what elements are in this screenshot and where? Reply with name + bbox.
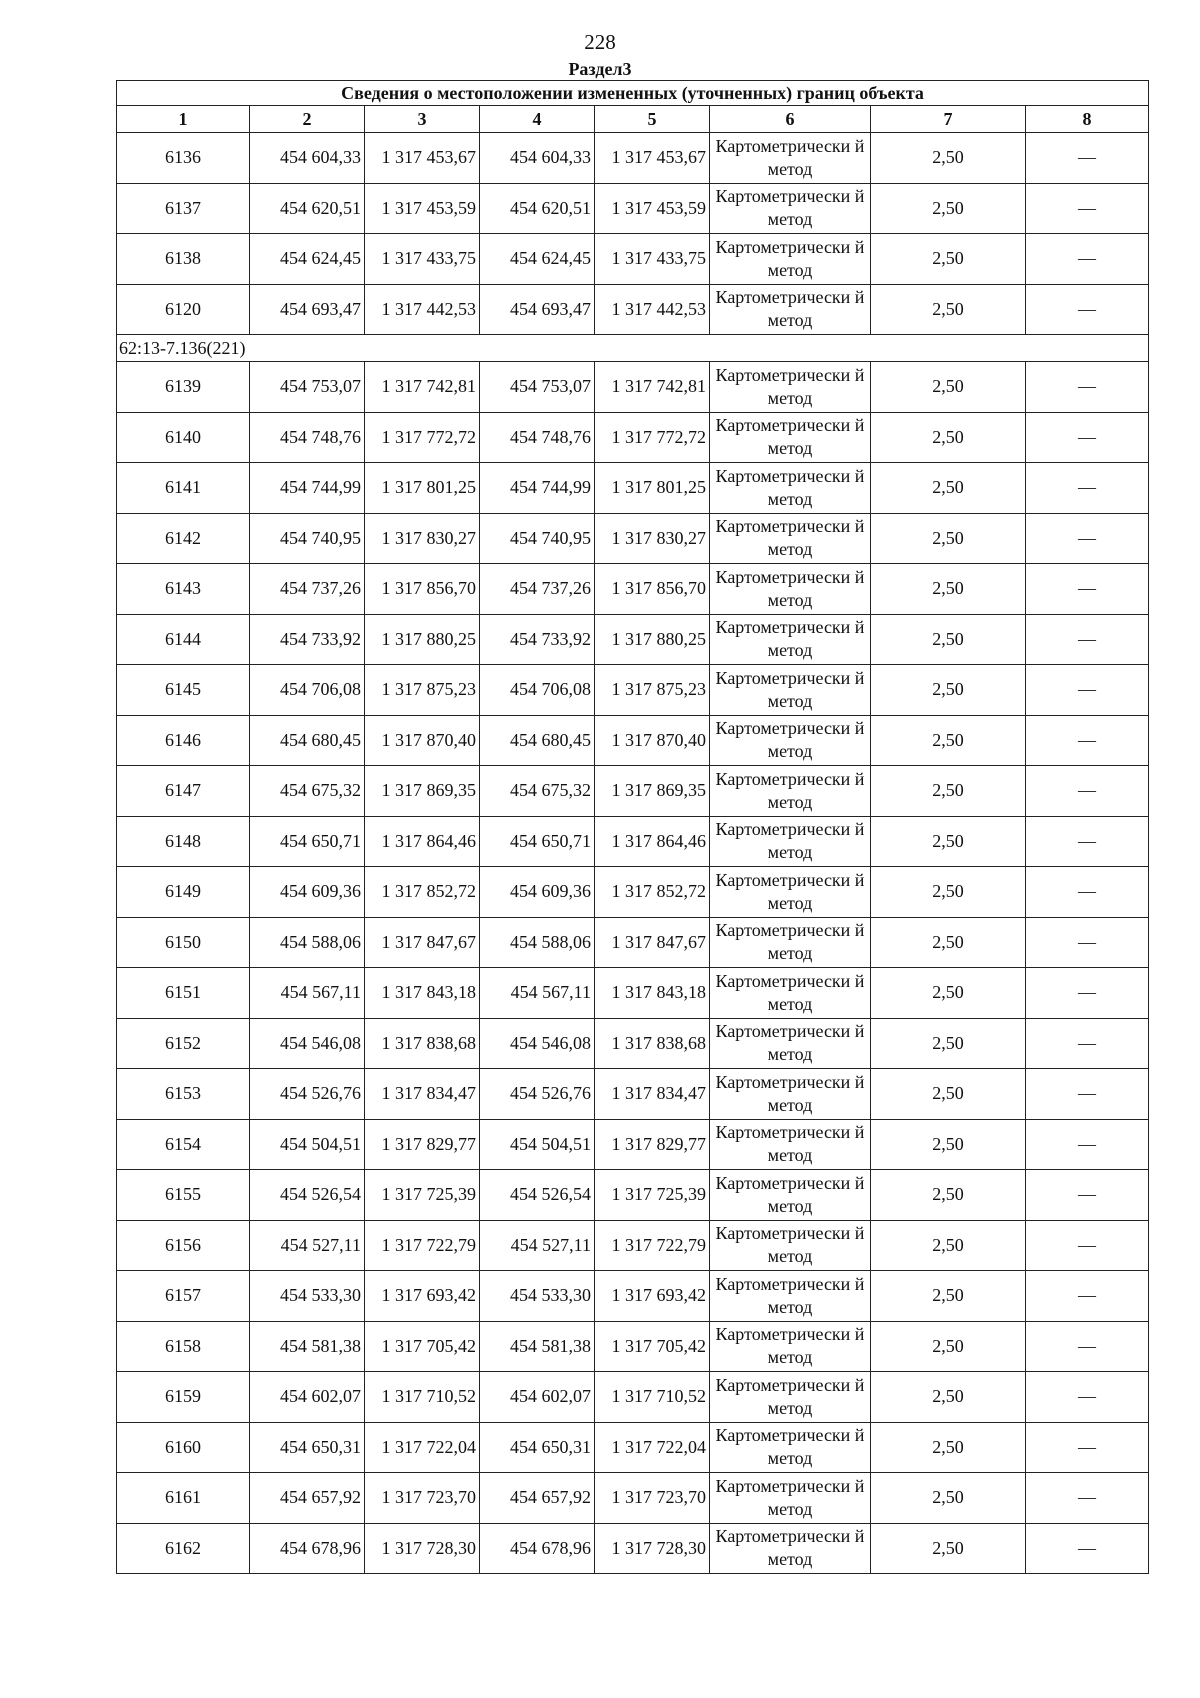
column-number-8: 8 — [1026, 106, 1149, 133]
note-cell: — — [1026, 715, 1149, 766]
y-new-cell: 1 317 742,81 — [595, 362, 710, 413]
x-new-cell: 454 533,30 — [480, 1271, 595, 1322]
table-row — [117, 1069, 1149, 1120]
column-number-4: 4 — [480, 106, 595, 133]
note-cell: — — [1026, 362, 1149, 413]
note-cell: — — [1026, 412, 1149, 463]
y-old-cell: 1 317 728,30 — [365, 1523, 480, 1574]
accuracy-cell: 2,50 — [871, 917, 1026, 968]
y-old-cell: 1 317 705,42 — [365, 1321, 480, 1372]
y-old-cell: 1 317 869,35 — [365, 766, 480, 817]
table-row — [117, 1119, 1149, 1170]
table-row — [117, 133, 1149, 184]
accuracy-cell: 2,50 — [871, 284, 1026, 335]
table-row — [117, 665, 1149, 716]
y-new-cell: 1 317 801,25 — [595, 463, 710, 514]
method-cell: Картометрически й метод — [710, 1271, 871, 1322]
method-cell: Картометрически й метод — [710, 362, 871, 413]
x-new-cell: 454 604,33 — [480, 133, 595, 184]
column-number-6: 6 — [710, 106, 871, 133]
table-row — [117, 715, 1149, 766]
y-new-cell: 1 317 852,72 — [595, 867, 710, 918]
method-cell: Картометрически й метод — [710, 1069, 871, 1120]
y-old-cell: 1 317 847,67 — [365, 917, 480, 968]
point-number-cell: 6143 — [117, 564, 250, 615]
point-number-cell: 6158 — [117, 1321, 250, 1372]
table-row — [117, 1523, 1149, 1574]
point-number-cell: 6162 — [117, 1523, 250, 1574]
x-old-cell: 454 657,92 — [250, 1473, 365, 1524]
y-old-cell: 1 317 442,53 — [365, 284, 480, 335]
x-old-cell: 454 737,26 — [250, 564, 365, 615]
point-number-cell: 6148 — [117, 816, 250, 867]
column-number-7: 7 — [871, 106, 1026, 133]
method-cell: Картометрически й метод — [710, 412, 871, 463]
method-cell: Картометрически й метод — [710, 917, 871, 968]
y-new-cell: 1 317 710,52 — [595, 1372, 710, 1423]
x-new-cell: 454 693,47 — [480, 284, 595, 335]
accuracy-cell: 2,50 — [871, 564, 1026, 615]
table-row — [117, 1018, 1149, 1069]
note-cell: — — [1026, 1473, 1149, 1524]
table-row — [117, 1422, 1149, 1473]
accuracy-cell: 2,50 — [871, 1170, 1026, 1221]
point-number-cell: 6161 — [117, 1473, 250, 1524]
table-row — [117, 564, 1149, 615]
y-old-cell: 1 317 843,18 — [365, 968, 480, 1019]
point-number-cell: 6141 — [117, 463, 250, 514]
note-cell: — — [1026, 1422, 1149, 1473]
x-new-cell: 454 678,96 — [480, 1523, 595, 1574]
accuracy-cell: 2,50 — [871, 1018, 1026, 1069]
x-old-cell: 454 624,45 — [250, 234, 365, 285]
table-row — [117, 1372, 1149, 1423]
table-row — [117, 614, 1149, 665]
note-cell: — — [1026, 1523, 1149, 1574]
point-number-cell: 6156 — [117, 1220, 250, 1271]
x-old-cell: 454 526,54 — [250, 1170, 365, 1221]
table-row — [117, 513, 1149, 564]
accuracy-cell: 2,50 — [871, 1473, 1026, 1524]
note-cell: — — [1026, 968, 1149, 1019]
x-new-cell: 454 602,07 — [480, 1372, 595, 1423]
point-number-cell: 6120 — [117, 284, 250, 335]
method-cell: Картометрически й метод — [710, 1220, 871, 1271]
method-cell: Картометрически й метод — [710, 1473, 871, 1524]
y-old-cell: 1 317 693,42 — [365, 1271, 480, 1322]
y-new-cell: 1 317 869,35 — [595, 766, 710, 817]
table-row — [117, 1170, 1149, 1221]
x-old-cell: 454 748,76 — [250, 412, 365, 463]
y-new-cell: 1 317 864,46 — [595, 816, 710, 867]
y-old-cell: 1 317 722,79 — [365, 1220, 480, 1271]
y-old-cell: 1 317 433,75 — [365, 234, 480, 285]
y-new-cell: 1 317 705,42 — [595, 1321, 710, 1372]
y-old-cell: 1 317 801,25 — [365, 463, 480, 514]
x-new-cell: 454 706,08 — [480, 665, 595, 716]
y-new-cell: 1 317 830,27 — [595, 513, 710, 564]
y-new-cell: 1 317 843,18 — [595, 968, 710, 1019]
note-cell: — — [1026, 284, 1149, 335]
x-old-cell: 454 527,11 — [250, 1220, 365, 1271]
note-cell: — — [1026, 183, 1149, 234]
accuracy-cell: 2,50 — [871, 513, 1026, 564]
y-old-cell: 1 317 453,67 — [365, 133, 480, 184]
y-old-cell: 1 317 852,72 — [365, 867, 480, 918]
note-cell: — — [1026, 867, 1149, 918]
method-cell: Картометрически й метод — [710, 715, 871, 766]
y-new-cell: 1 317 693,42 — [595, 1271, 710, 1322]
column-number-2: 2 — [250, 106, 365, 133]
note-cell: — — [1026, 1220, 1149, 1271]
x-new-cell: 454 753,07 — [480, 362, 595, 413]
x-new-cell: 454 546,08 — [480, 1018, 595, 1069]
x-new-cell: 454 737,26 — [480, 564, 595, 615]
accuracy-cell: 2,50 — [871, 715, 1026, 766]
y-new-cell: 1 317 829,77 — [595, 1119, 710, 1170]
column-number-1: 1 — [117, 106, 250, 133]
accuracy-cell: 2,50 — [871, 1271, 1026, 1322]
accuracy-cell: 2,50 — [871, 1220, 1026, 1271]
x-old-cell: 454 733,92 — [250, 614, 365, 665]
y-new-cell: 1 317 838,68 — [595, 1018, 710, 1069]
y-new-cell: 1 317 834,47 — [595, 1069, 710, 1120]
note-cell: — — [1026, 1271, 1149, 1322]
x-new-cell: 454 657,92 — [480, 1473, 595, 1524]
method-cell: Картометрически й метод — [710, 1523, 871, 1574]
point-number-cell: 6146 — [117, 715, 250, 766]
point-number-cell: 6154 — [117, 1119, 250, 1170]
note-cell: — — [1026, 1119, 1149, 1170]
point-number-cell: 6149 — [117, 867, 250, 918]
accuracy-cell: 2,50 — [871, 614, 1026, 665]
method-cell: Картометрически й метод — [710, 1422, 871, 1473]
x-old-cell: 454 753,07 — [250, 362, 365, 413]
accuracy-cell: 2,50 — [871, 234, 1026, 285]
x-new-cell: 454 744,99 — [480, 463, 595, 514]
accuracy-cell: 2,50 — [871, 867, 1026, 918]
y-new-cell: 1 317 772,72 — [595, 412, 710, 463]
method-cell: Картометрически й метод — [710, 816, 871, 867]
y-old-cell: 1 317 723,70 — [365, 1473, 480, 1524]
table-row — [117, 867, 1149, 918]
y-old-cell: 1 317 830,27 — [365, 513, 480, 564]
x-old-cell: 454 567,11 — [250, 968, 365, 1019]
y-old-cell: 1 317 834,47 — [365, 1069, 480, 1120]
x-old-cell: 454 504,51 — [250, 1119, 365, 1170]
method-cell: Картометрически й метод — [710, 1372, 871, 1423]
accuracy-cell: 2,50 — [871, 133, 1026, 184]
note-cell: — — [1026, 665, 1149, 716]
x-new-cell: 454 581,38 — [480, 1321, 595, 1372]
table-row — [117, 1321, 1149, 1372]
method-cell: Картометрически й метод — [710, 867, 871, 918]
y-new-cell: 1 317 856,70 — [595, 564, 710, 615]
accuracy-cell: 2,50 — [871, 1069, 1026, 1120]
accuracy-cell: 2,50 — [871, 816, 1026, 867]
accuracy-cell: 2,50 — [871, 1523, 1026, 1574]
point-number-cell: 6151 — [117, 968, 250, 1019]
method-cell: Картометрически й метод — [710, 133, 871, 184]
accuracy-cell: 2,50 — [871, 1321, 1026, 1372]
point-number-cell: 6147 — [117, 766, 250, 817]
point-number-cell: 6140 — [117, 412, 250, 463]
note-cell: — — [1026, 766, 1149, 817]
x-old-cell: 454 533,30 — [250, 1271, 365, 1322]
table-row — [117, 234, 1149, 285]
table-row — [117, 412, 1149, 463]
x-new-cell: 454 740,95 — [480, 513, 595, 564]
x-old-cell: 454 650,31 — [250, 1422, 365, 1473]
method-cell: Картометрически й метод — [710, 234, 871, 285]
y-old-cell: 1 317 838,68 — [365, 1018, 480, 1069]
y-new-cell: 1 317 728,30 — [595, 1523, 710, 1574]
method-cell: Картометрически й метод — [710, 766, 871, 817]
table-row — [117, 816, 1149, 867]
x-new-cell: 454 526,54 — [480, 1170, 595, 1221]
table-row — [117, 917, 1149, 968]
point-number-cell: 6137 — [117, 183, 250, 234]
x-new-cell: 454 680,45 — [480, 715, 595, 766]
x-new-cell: 454 567,11 — [480, 968, 595, 1019]
y-new-cell: 1 317 725,39 — [595, 1170, 710, 1221]
column-number-row — [117, 106, 1149, 133]
note-cell: — — [1026, 133, 1149, 184]
accuracy-cell: 2,50 — [871, 463, 1026, 514]
method-cell: Картометрически й метод — [710, 665, 871, 716]
x-new-cell: 454 733,92 — [480, 614, 595, 665]
x-old-cell: 454 675,32 — [250, 766, 365, 817]
y-new-cell: 1 317 453,67 — [595, 133, 710, 184]
y-old-cell: 1 317 722,04 — [365, 1422, 480, 1473]
point-number-cell: 6145 — [117, 665, 250, 716]
y-new-cell: 1 317 847,67 — [595, 917, 710, 968]
group-row — [117, 335, 1149, 362]
y-old-cell: 1 317 870,40 — [365, 715, 480, 766]
x-old-cell: 454 620,51 — [250, 183, 365, 234]
point-number-cell: 6157 — [117, 1271, 250, 1322]
x-new-cell: 454 527,11 — [480, 1220, 595, 1271]
note-cell: — — [1026, 1321, 1149, 1372]
method-cell: Картометрически й метод — [710, 614, 871, 665]
table-row — [117, 968, 1149, 1019]
accuracy-cell: 2,50 — [871, 968, 1026, 1019]
x-new-cell: 454 675,32 — [480, 766, 595, 817]
x-old-cell: 454 680,45 — [250, 715, 365, 766]
table-row — [117, 1220, 1149, 1271]
y-old-cell: 1 317 772,72 — [365, 412, 480, 463]
y-new-cell: 1 317 723,70 — [595, 1473, 710, 1524]
y-new-cell: 1 317 880,25 — [595, 614, 710, 665]
y-old-cell: 1 317 864,46 — [365, 816, 480, 867]
x-old-cell: 454 706,08 — [250, 665, 365, 716]
x-new-cell: 454 526,76 — [480, 1069, 595, 1120]
table-caption: Сведения о местоположении измененных (уточненных) границ объекта — [117, 81, 1149, 106]
x-new-cell: 454 609,36 — [480, 867, 595, 918]
x-old-cell: 454 693,47 — [250, 284, 365, 335]
accuracy-cell: 2,50 — [871, 1422, 1026, 1473]
x-old-cell: 454 581,38 — [250, 1321, 365, 1372]
x-new-cell: 454 620,51 — [480, 183, 595, 234]
note-cell: — — [1026, 1170, 1149, 1221]
y-old-cell: 1 317 453,59 — [365, 183, 480, 234]
point-number-cell: 6136 — [117, 133, 250, 184]
y-new-cell: 1 317 875,23 — [595, 665, 710, 716]
x-new-cell: 454 748,76 — [480, 412, 595, 463]
y-new-cell: 1 317 722,79 — [595, 1220, 710, 1271]
x-old-cell: 454 744,99 — [250, 463, 365, 514]
point-number-cell: 6139 — [117, 362, 250, 413]
x-old-cell: 454 740,95 — [250, 513, 365, 564]
method-cell: Картометрически й метод — [710, 968, 871, 1019]
point-number-cell: 6155 — [117, 1170, 250, 1221]
note-cell: — — [1026, 816, 1149, 867]
x-old-cell: 454 650,71 — [250, 816, 365, 867]
x-old-cell: 454 609,36 — [250, 867, 365, 918]
point-number-cell: 6159 — [117, 1372, 250, 1423]
method-cell: Картометрически й метод — [710, 1170, 871, 1221]
y-old-cell: 1 317 725,39 — [365, 1170, 480, 1221]
table-body — [117, 133, 1149, 1574]
x-new-cell: 454 650,31 — [480, 1422, 595, 1473]
table-row — [117, 362, 1149, 413]
note-cell: — — [1026, 614, 1149, 665]
point-number-cell: 6153 — [117, 1069, 250, 1120]
accuracy-cell: 2,50 — [871, 412, 1026, 463]
note-cell: — — [1026, 1372, 1149, 1423]
group-label: 62:13-7.136(221) — [117, 335, 1149, 362]
table-row — [117, 183, 1149, 234]
accuracy-cell: 2,50 — [871, 1119, 1026, 1170]
table-row — [117, 1473, 1149, 1524]
y-old-cell: 1 317 829,77 — [365, 1119, 480, 1170]
method-cell: Картометрически й метод — [710, 1018, 871, 1069]
method-cell: Картометрически й метод — [710, 1119, 871, 1170]
point-number-cell: 6152 — [117, 1018, 250, 1069]
note-cell: — — [1026, 234, 1149, 285]
accuracy-cell: 2,50 — [871, 1372, 1026, 1423]
boundary-table — [116, 80, 1149, 1574]
note-cell: — — [1026, 1069, 1149, 1120]
note-cell: — — [1026, 564, 1149, 615]
x-new-cell: 454 650,71 — [480, 816, 595, 867]
y-new-cell: 1 317 453,59 — [595, 183, 710, 234]
method-cell: Картометрически й метод — [710, 284, 871, 335]
note-cell: — — [1026, 463, 1149, 514]
x-old-cell: 454 604,33 — [250, 133, 365, 184]
point-number-cell: 6144 — [117, 614, 250, 665]
x-old-cell: 454 546,08 — [250, 1018, 365, 1069]
y-new-cell: 1 317 722,04 — [595, 1422, 710, 1473]
point-number-cell: 6160 — [117, 1422, 250, 1473]
page-number: 228 — [584, 30, 616, 54]
point-number-cell: 6150 — [117, 917, 250, 968]
y-old-cell: 1 317 875,23 — [365, 665, 480, 716]
y-new-cell: 1 317 442,53 — [595, 284, 710, 335]
method-cell: Картометрически й метод — [710, 564, 871, 615]
x-old-cell: 454 602,07 — [250, 1372, 365, 1423]
y-old-cell: 1 317 880,25 — [365, 614, 480, 665]
x-old-cell: 454 678,96 — [250, 1523, 365, 1574]
table-row — [117, 463, 1149, 514]
method-cell: Картометрически й метод — [710, 513, 871, 564]
section-title: Раздел3 — [568, 59, 632, 79]
table-row — [117, 766, 1149, 817]
note-cell: — — [1026, 917, 1149, 968]
y-old-cell: 1 317 710,52 — [365, 1372, 480, 1423]
accuracy-cell: 2,50 — [871, 766, 1026, 817]
method-cell: Картометрически й метод — [710, 183, 871, 234]
method-cell: Картометрически й метод — [710, 1321, 871, 1372]
x-new-cell: 454 588,06 — [480, 917, 595, 968]
accuracy-cell: 2,50 — [871, 362, 1026, 413]
x-new-cell: 454 504,51 — [480, 1119, 595, 1170]
point-number-cell: 6138 — [117, 234, 250, 285]
accuracy-cell: 2,50 — [871, 183, 1026, 234]
table-row — [117, 1271, 1149, 1322]
method-cell: Картометрически й метод — [710, 463, 871, 514]
table-row — [117, 284, 1149, 335]
point-number-cell: 6142 — [117, 513, 250, 564]
x-old-cell: 454 526,76 — [250, 1069, 365, 1120]
x-new-cell: 454 624,45 — [480, 234, 595, 285]
y-old-cell: 1 317 742,81 — [365, 362, 480, 413]
y-new-cell: 1 317 433,75 — [595, 234, 710, 285]
y-new-cell: 1 317 870,40 — [595, 715, 710, 766]
note-cell: — — [1026, 513, 1149, 564]
x-old-cell: 454 588,06 — [250, 917, 365, 968]
y-old-cell: 1 317 856,70 — [365, 564, 480, 615]
column-number-5: 5 — [595, 106, 710, 133]
accuracy-cell: 2,50 — [871, 665, 1026, 716]
note-cell: — — [1026, 1018, 1149, 1069]
column-number-3: 3 — [365, 106, 480, 133]
